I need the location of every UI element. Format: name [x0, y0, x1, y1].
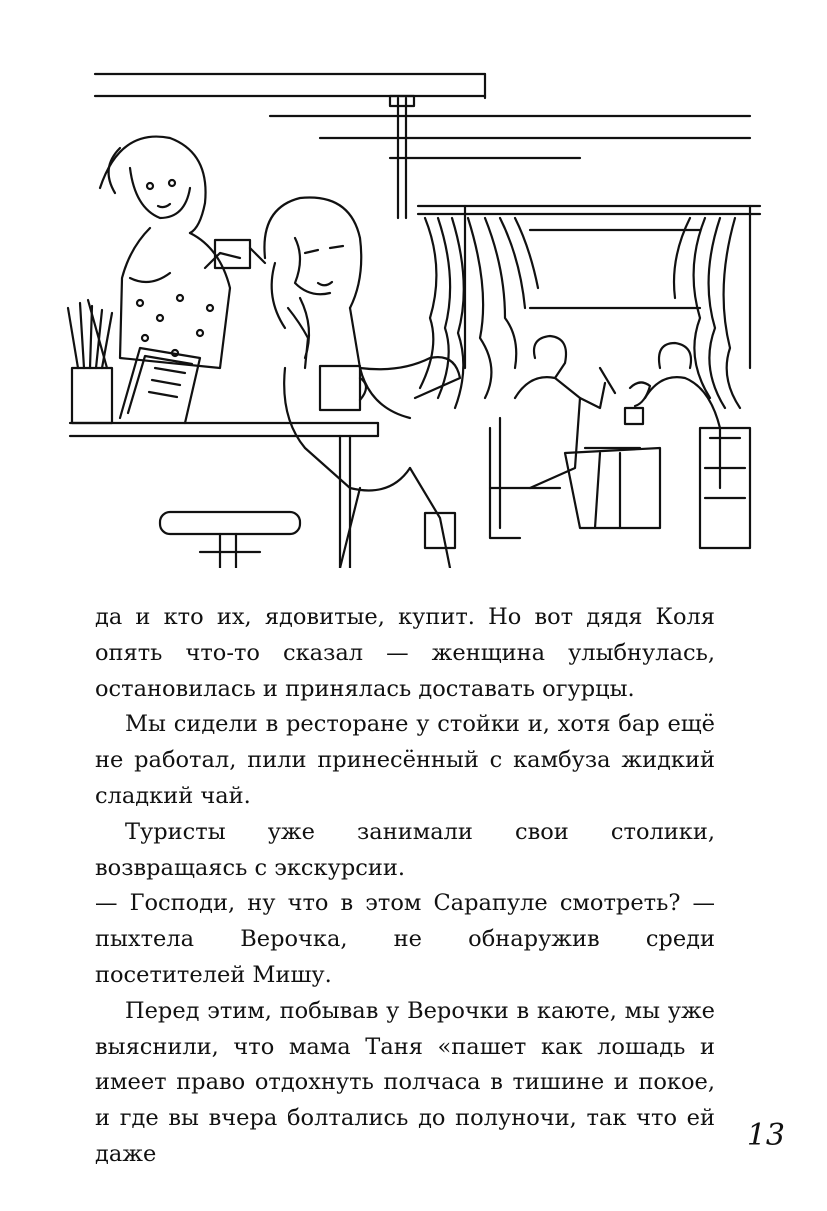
restaurant-bar-illustration [60, 68, 780, 568]
paragraph-5: Перед этим, побывав у Верочки в каюте, мы уже выяснили, что мама Таня «пашет как лошадь и имеет право отдохнуть полчаса в тишине и покое, и где вы вчера болтались до полуночи, так что ей даже [95, 997, 715, 1167]
paragraph-1: да и кто их, ядовитые, купит. Но вот дядя Коля опять что-то сказал — женщина улыбнулась, остановилась и принялась доставать огурцы. [95, 604, 715, 702]
page-number: 13 [746, 1118, 785, 1153]
paragraph-2: Мы сидели в ресторане у стойки и, хотя бар ещё не работал, пили принесённый с камбуза жидкий сладкий чай. [95, 711, 715, 809]
illustration-drawing [60, 68, 780, 568]
paragraph-4: — Господи, ну что в этом Сарапуле смотреть? — пыхтела Верочка, не обнаружив среди посетителей Мишу. [95, 890, 715, 988]
paragraph-3: Туристы уже занимали свои столики, возвращаясь с экскурсии. [95, 818, 715, 881]
body-text [95, 600, 715, 1173]
